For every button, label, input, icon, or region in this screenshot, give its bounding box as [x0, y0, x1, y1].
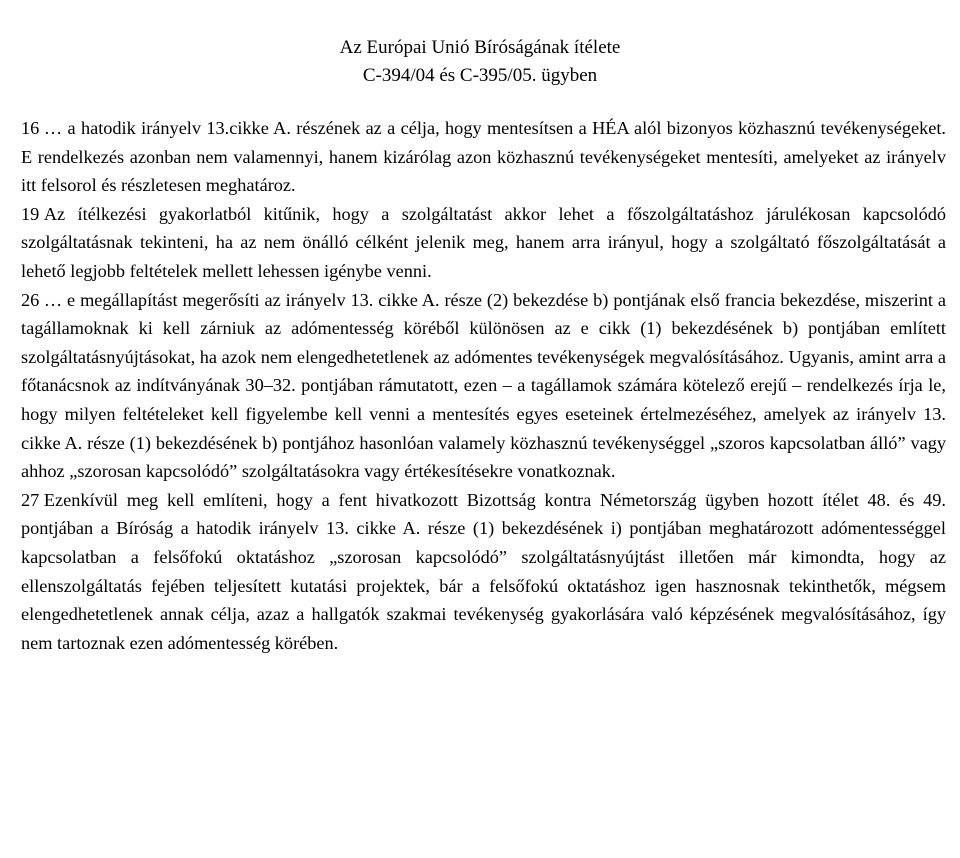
- paragraph-text: … e megállapítást megerősíti az irányelv 13. cikke A. része (2) bekezdése b) pontjának első francia bekezdése, miszerint a tagállamoknak ki kell zárniuk az adómentesség köréből különösen az e cikk (1) bekezdésének b) pontjában említett szolgáltatásnyújtásokat, ha azok nem elengedhetetlenek az adómentes tevékenységek megvalósításához. Ugyanis, amint arra a főtanácsnok az indítványának 30–32. pontjában rámutatott, ezen – a tagállamok számára kötelező erejű – rendelkezés írja le, hogy milyen feltételeket kell figyelembe kell venni a mentesítés egyes eseteinek értelmezéséhez, amelyek az irányelv 13. cikke A. része (1) bekezdésének b) pontjához hasonlóan valamely közhasznú tevékenységgel „szoros kapcsolatban álló” vagy ahhoz „szorosan kapcsolódó” szolgáltatásokra vagy értékesítésekre vonatkoznak.: [21, 289, 946, 482]
- paragraph-number: 26: [21, 289, 40, 310]
- paragraph-number: 19: [21, 203, 40, 224]
- paragraph-text: Ezenkívül meg kell említeni, hogy a fent hivatkozott Bizottság kontra Németország ügyben hozott ítélet 48. és 49. pontjában a Bíróság a hatodik irányelv 13. cikke A. része (1) bekezdésének i) pontjában meghatározott adómentességgel kapcsolatban a felsőfokú oktatáshoz „szorosan kapcsolódó” szolgáltatásnyújtást illetően már kimondta, hogy az ellenszolgáltatás fejében teljesített kutatási projektek, bár a felsőfokú oktatáshoz igen hasznosnak tekinthetők, mégsem elengedhetetlenek annak célja, azaz a hallgatók szakmai tevékenység gyakorlására való képzésének megvalósításához, így nem tartoznak ezen adómentesség körében.: [21, 489, 946, 653]
- paragraph-text: … a hatodik irányelv 13.cikke A. részének az a célja, hogy mentesítsen a HÉA alól bizonyos közhasznú tevékenységeket. E rendelkezés azonban nem valamennyi, hanem kizárólag azon közhasznú tevékenységeket mentesíti, amelyeket az irányelv itt felsorol és részletesen meghatároz.: [21, 118, 946, 196]
- document-header: [0, 34, 960, 90]
- document-title-line-2: C-394/04 és C-395/05. ügyben: [362, 65, 598, 86]
- paragraph-26: [21, 286, 946, 486]
- paragraph-19: [21, 200, 946, 286]
- paragraph-16: [21, 114, 946, 200]
- paragraph-text: Az ítélkezési gyakorlatból kitűnik, hogy a szolgáltatást akkor lehet a főszolgáltatáshoz járulékosan kapcsolódó szolgáltatásnak tekinteni, ha az nem önálló célként jelenik meg, hanem arra irányul, hogy a szolgáltató főszolgáltatását a lehető legjobb feltételek mellett lehessen igénybe venni.: [21, 203, 946, 281]
- paragraph-number: 16: [21, 118, 40, 138]
- document-title-line-1: Az Európai Unió Bíróságának ítélete: [339, 37, 621, 58]
- paragraph-27: [21, 486, 946, 658]
- paragraph-number: 27: [21, 489, 40, 510]
- document-body: [21, 114, 946, 657]
